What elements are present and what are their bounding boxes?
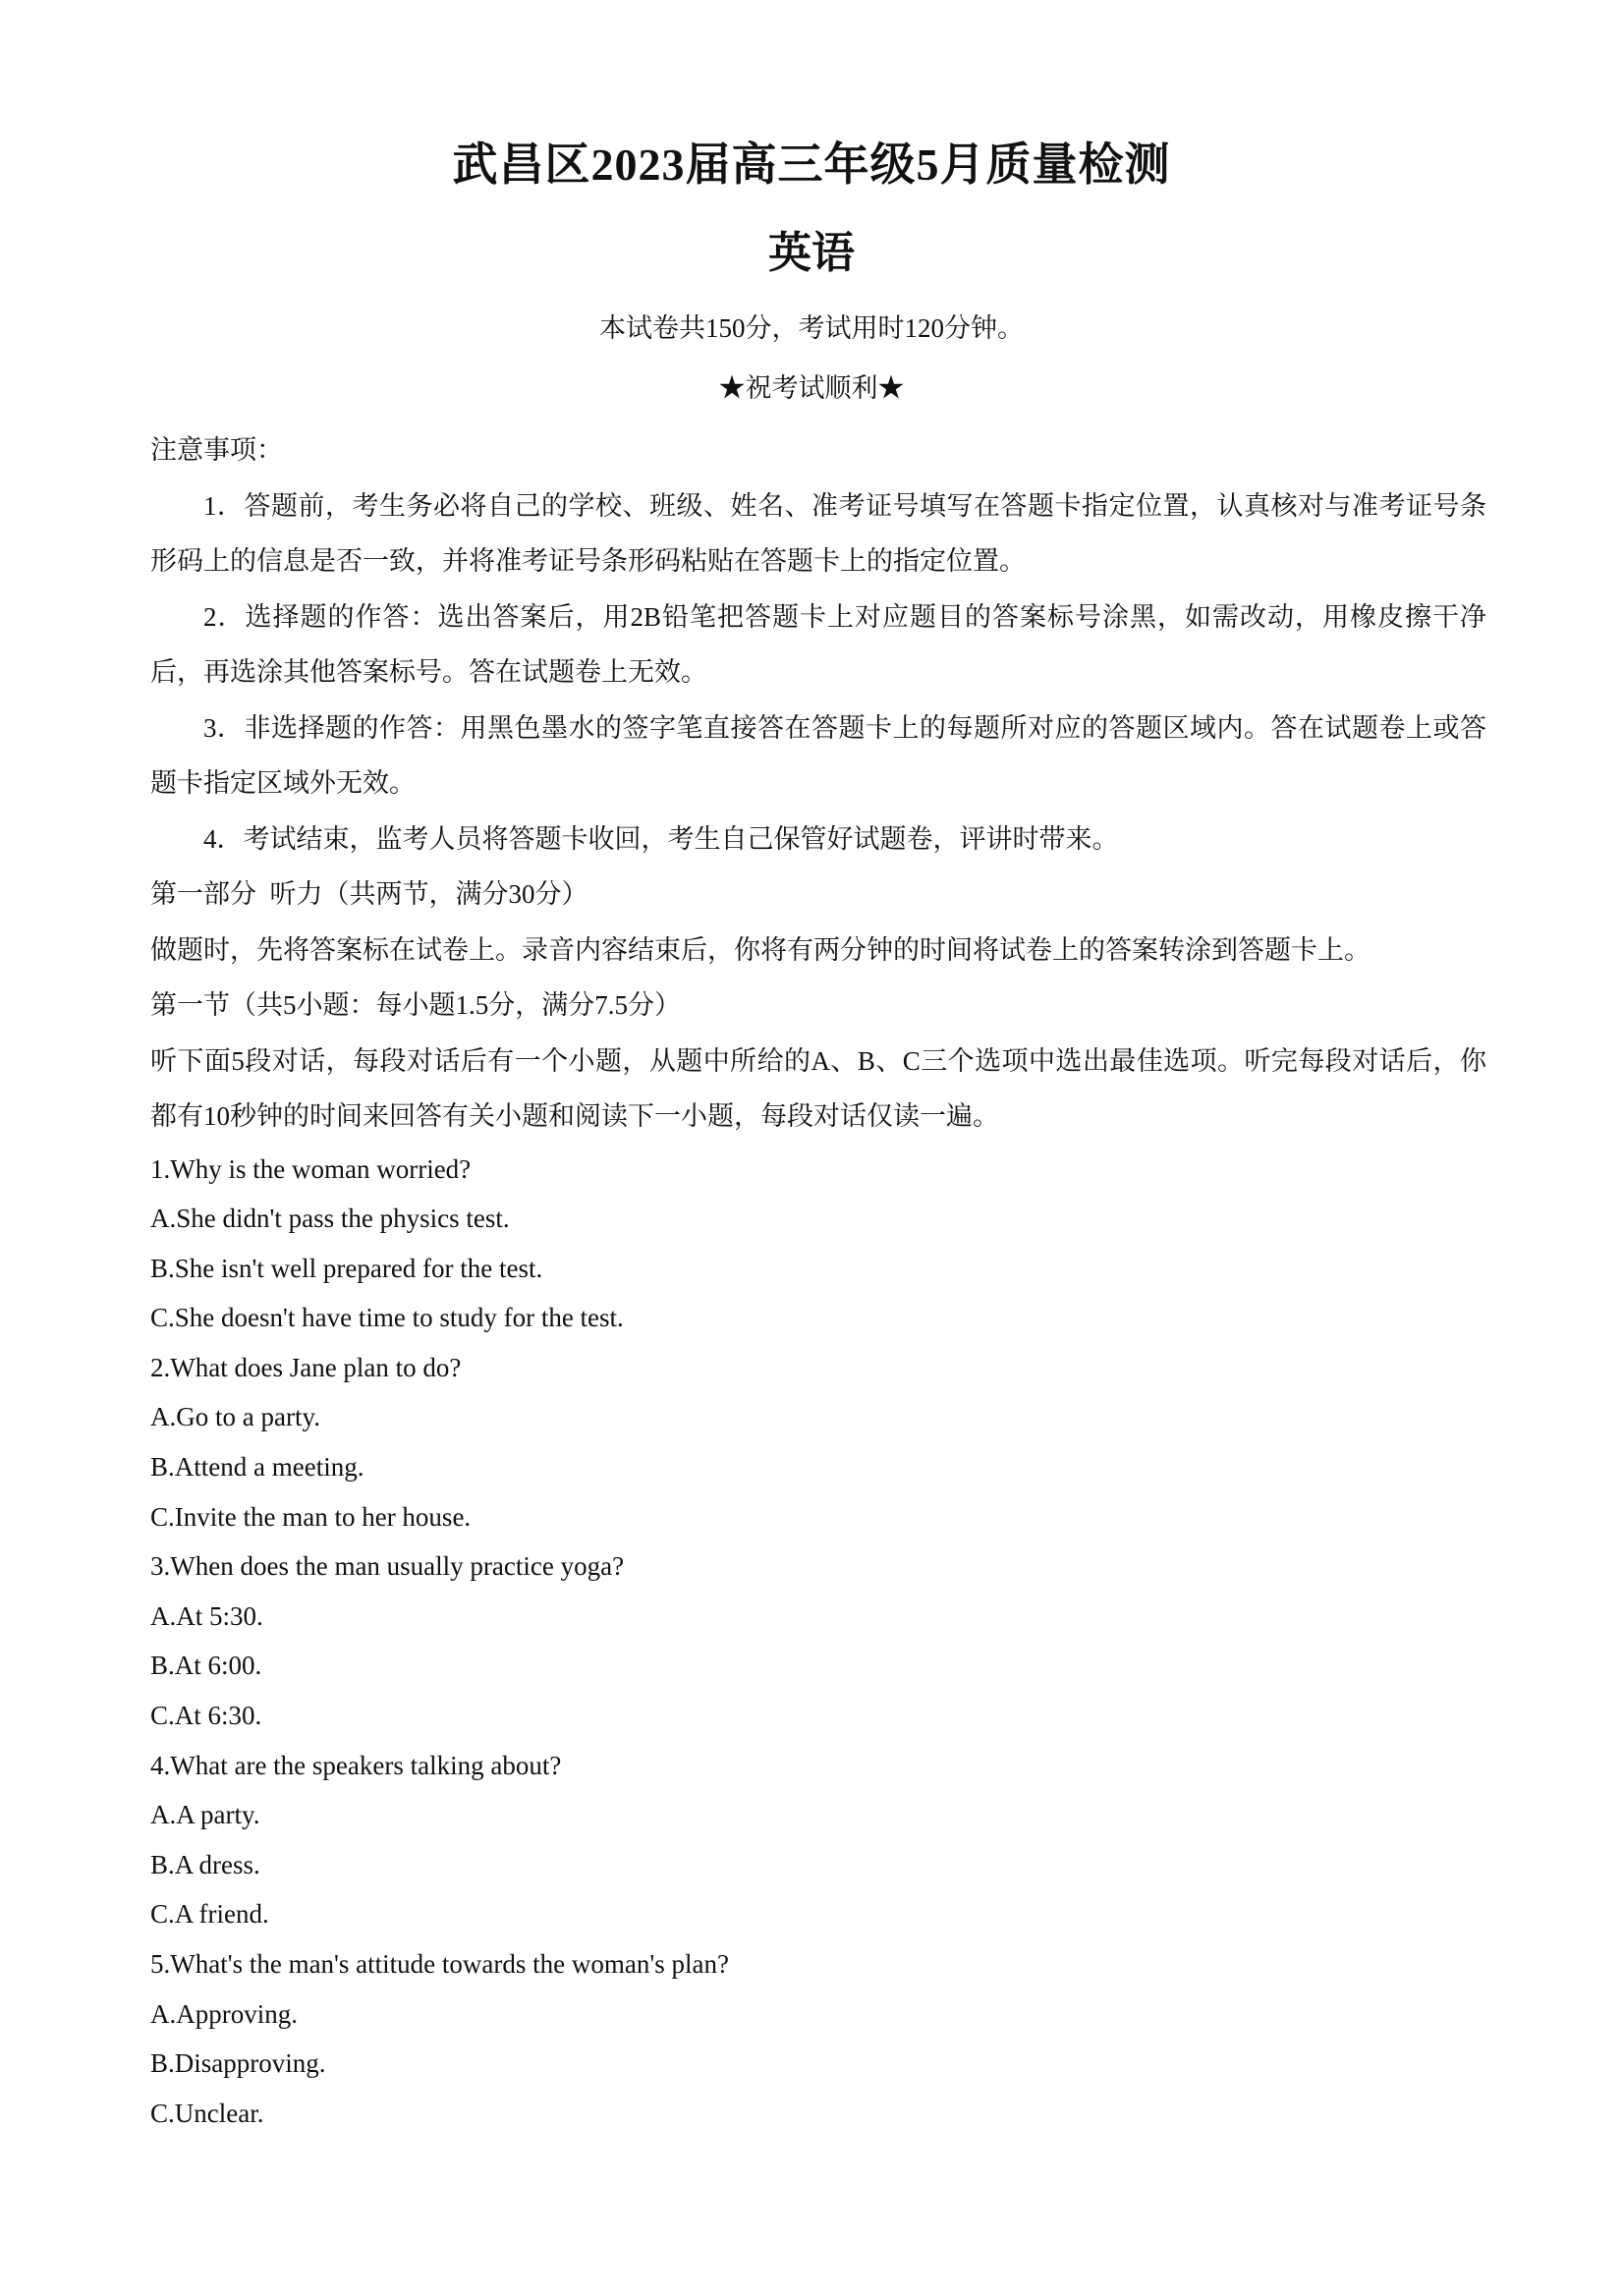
question-2-option-b: B.Attend a meeting. — [150, 1452, 364, 1483]
part1-section — [150, 867, 1486, 1145]
question-3-option-b: B.At 6:00. — [150, 1651, 262, 1681]
question-3-option-c: C.At 6:30. — [150, 1701, 262, 1731]
question-3-option-a: A.At 5:30. — [150, 1600, 263, 1631]
good-luck-line: ★祝考试顺利★ — [718, 373, 905, 403]
questions-list — [150, 1145, 1486, 2139]
subject-title: 英语 — [768, 229, 855, 277]
question-1-option-b: B.She isn't well prepared for the test. — [150, 1253, 543, 1283]
question-1-option-a: A.She didn't pass the physics test. — [150, 1204, 510, 1234]
notice-section — [150, 422, 1486, 867]
question-5-option-a: A.Approving. — [150, 1998, 298, 2029]
question-2-option-a: A.Go to a party. — [150, 1402, 320, 1432]
question-3-stem: 3.When does the man usually practice yoga? — [150, 1551, 625, 1582]
question-4-option-c: C.A friend. — [150, 1899, 269, 1930]
notice-heading: 注意事项： — [150, 435, 283, 465]
question-4-option-a: A.A party. — [150, 1800, 260, 1830]
part1-heading: 第一部分 听力（共两节，满分30分） — [150, 879, 588, 909]
question-1-stem: 1.Why is the woman worried? — [150, 1153, 472, 1184]
notice-item-1: 1．答题前，考生务必将自己的学校、班级、姓名、准考证号填写在答题卡指定位置，认真核对与准考证号条形码上的信息是否一致，并将准考证号条形码粘贴在答题卡上的指定位置。 — [150, 490, 1486, 576]
section1-heading: 第一节（共5小题：每小题1.5分，满分7.5分） — [150, 990, 681, 1020]
question-5-stem: 5.What's the man's attitude towards the woman's plan? — [150, 1949, 729, 1979]
exam-body — [150, 422, 1486, 2138]
exam-info: 本试卷共150分，考试用时120分钟。 — [599, 313, 1024, 343]
part1-instruction: 做题时，先将答案标在试卷上。录音内容结束后，你将有两分钟的时间将试卷上的答案转涂到答题卡上。 — [150, 934, 1371, 965]
question-5-option-b: B.Disapproving. — [150, 2048, 326, 2079]
question-5-option-c: C.Unclear. — [150, 2098, 264, 2128]
question-2-stem: 2.What does Jane plan to do? — [150, 1352, 462, 1382]
question-4-stem: 4.What are the speakers talking about? — [150, 1750, 562, 1780]
question-4-option-b: B.A dress. — [150, 1849, 260, 1879]
notice-item-2: 2．选择题的作答：选出答案后，用2B铅笔把答题卡上对应题目的答案标号涂黑，如需改动，用橡皮擦干净后，再选涂其他答案标号。答在试题卷上无效。 — [150, 601, 1486, 687]
question-2-option-c: C.Invite the man to her house. — [150, 1501, 472, 1532]
section1-instruction: 听下面5段对话，每段对话后有一个小题，从题中所给的A、B、C三个选项中选出最佳选项。听完每段对话后，你都有10秒钟的时间来回答有关小题和阅读下一小题，每段对话仅读一遍。 — [150, 1045, 1486, 1131]
question-1-option-c: C.She doesn't have time to study for the test. — [150, 1303, 624, 1333]
page-title: 武昌区2023届高三年级5月质量检测 — [452, 140, 1171, 190]
notice-item-3: 3．非选择题的作答：用黑色墨水的签字笔直接答在答题卡上的每题所对应的答题区域内。答在试题卷上或答题卡指定区域外无效。 — [150, 712, 1486, 798]
notice-item-4: 4．考试结束，监考人员将答题卡收回，考生自己保管好试题卷，评讲时带来。 — [203, 823, 1119, 854]
